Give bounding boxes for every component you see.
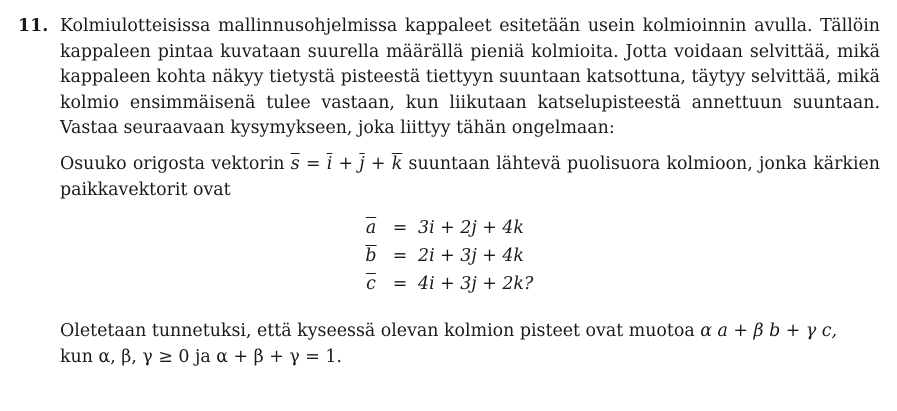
equation-rel-b: = xyxy=(392,246,408,267)
question-end: suuntaan lähtevä puolisuora kolmioon, jonka kärkien paikkavektorit ovat xyxy=(60,153,881,200)
assumption-formula: α a + β b + γ c, xyxy=(700,321,838,342)
question-paragraph xyxy=(60,152,880,203)
unit-k: $\overline{k}$ xyxy=(391,153,403,174)
plus-1: + xyxy=(332,153,360,174)
equation-rhs-c: 4i + 3j + 2k? xyxy=(418,274,534,295)
equation-lhs-b: $\overline{b}$ xyxy=(365,246,377,267)
vertex-equations xyxy=(360,215,880,297)
assumption-start: Oletetaan tunnetuksi, että kyseessä olevan kolmion pisteet ovat muotoa xyxy=(60,321,701,342)
question-start: Osuuko origosta vektorin xyxy=(60,153,291,174)
equation-rhs-b: 2i + 3j + 4k xyxy=(418,246,524,267)
equation-lhs-c: $\overline{c}$ xyxy=(366,274,376,295)
vector-s: $\overline{s}$ xyxy=(290,153,300,174)
problem-11 xyxy=(18,14,880,370)
equals-sign: = xyxy=(299,153,327,174)
assumption-end: kun α, β, γ ≥ 0 ja α + β + γ = 1. xyxy=(60,346,342,367)
equation-rel-c: = xyxy=(392,274,408,295)
unit-i: $\overline{i}$ xyxy=(326,153,333,174)
plus-2: + xyxy=(364,153,392,174)
assumption-paragraph xyxy=(60,319,880,370)
problem-number: 11. xyxy=(18,16,49,36)
equation-lhs-a: $\overline{a}$ xyxy=(365,218,377,239)
equation-rhs-a: 3i + 2j + 4k xyxy=(418,218,524,239)
intro-paragraph: Kolmiulotteisissa mallinnusohjelmissa kappaleet esitetään usein kolmioinnin avulla. Tällöin kappaleen pintaa kuvataan suurella määrällä pieniä kolmioita. Jotta voidaan selvittää, mikä kappaleen kohta näkyy tietystä pisteestä tiettyyn suuntaan katsottuna, täytyy selvittää, mikä kolmio ensimmäisenä tulee vastaan, kun liikutaan katselupisteestä annettuun suuntaan. Vastaa seuraavaan kysymykseen, joka liittyy tähän ongelmaan: xyxy=(60,16,880,139)
equation-rel-a: = xyxy=(392,218,408,239)
unit-j: $\overline{j}$ xyxy=(359,153,365,174)
